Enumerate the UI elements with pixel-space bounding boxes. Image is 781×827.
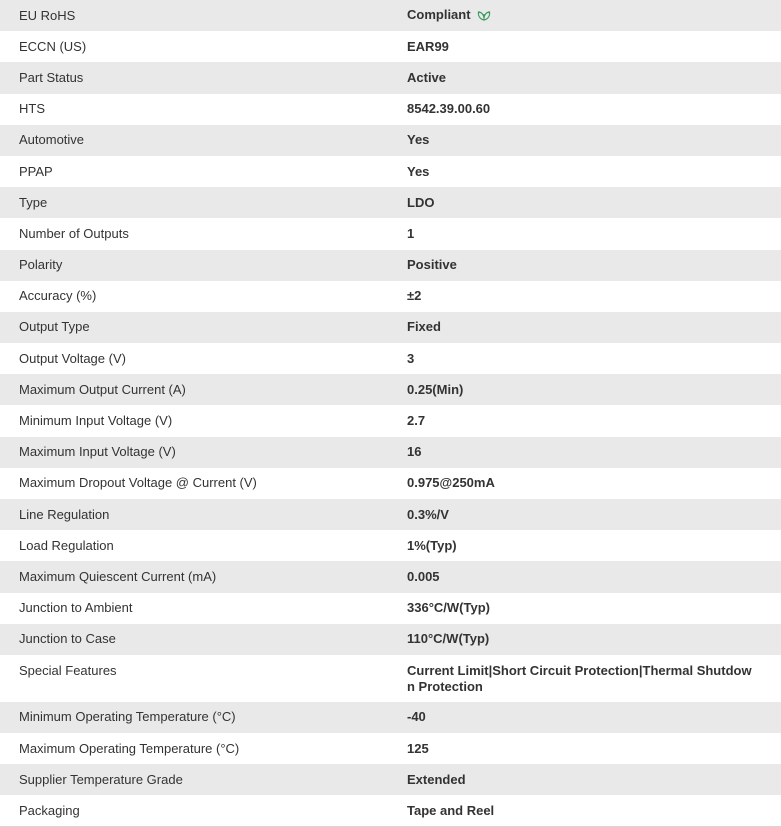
spec-label: Accuracy (%) xyxy=(19,288,97,304)
spec-value: 8542.39.00.60 xyxy=(407,101,491,117)
spec-value: Compliant xyxy=(407,6,471,22)
spec-value: 125 xyxy=(407,740,429,756)
spec-label: Output Voltage (V) xyxy=(19,350,126,366)
spec-row-junction-to-case xyxy=(0,624,781,655)
spec-value: 110°C/W(Typ) xyxy=(407,631,490,647)
spec-value: 1%(Typ) xyxy=(407,537,457,553)
spec-label: Polarity xyxy=(19,257,63,273)
spec-row-max-quiescent-current xyxy=(0,561,781,592)
spec-label: PPAP xyxy=(19,163,53,179)
spec-row-polarity xyxy=(0,250,781,281)
spec-value: -40 xyxy=(407,709,426,725)
spec-row-special-features xyxy=(0,655,781,702)
spec-row-eccn xyxy=(0,31,781,62)
spec-label: Maximum Dropout Voltage @ Current (V) xyxy=(19,475,257,491)
spec-label: Maximum Quiescent Current (mA) xyxy=(19,568,217,584)
spec-row-eu-rohs xyxy=(0,0,781,31)
spec-value: 0.25(Min) xyxy=(407,381,464,397)
spec-value: 336°C/W(Typ) xyxy=(407,600,490,616)
spec-value: 3 xyxy=(407,350,415,366)
spec-label: Minimum Operating Temperature (°C) xyxy=(19,709,236,725)
spec-label: EU RoHS xyxy=(19,7,76,23)
spec-value: 0.3%/V xyxy=(407,506,449,522)
spec-value: Positive xyxy=(407,257,457,273)
spec-label: Junction to Case xyxy=(19,631,116,647)
spec-label: Junction to Ambient xyxy=(19,600,133,616)
spec-label: Maximum Output Current (A) xyxy=(19,381,186,397)
spec-row-min-input-voltage xyxy=(0,405,781,436)
spec-row-part-status xyxy=(0,62,781,93)
spec-row-ppap xyxy=(0,156,781,187)
spec-value: Current Limit|Short Circuit Protection|Thermal Shutdown Protection xyxy=(407,662,752,694)
spec-label: Special Features xyxy=(19,662,117,678)
spec-label: Maximum Input Voltage (V) xyxy=(19,444,176,460)
spec-value: Extended xyxy=(407,771,466,787)
spec-label: Supplier Temperature Grade xyxy=(19,771,183,787)
leaf-icon xyxy=(477,9,491,25)
spec-row-line-regulation xyxy=(0,499,781,530)
spec-value: LDO xyxy=(407,194,435,210)
spec-row-accuracy xyxy=(0,281,781,312)
spec-row-load-regulation xyxy=(0,530,781,561)
spec-value-cell xyxy=(388,0,781,31)
spec-value: ±2 xyxy=(407,288,422,304)
spec-label: ECCN (US) xyxy=(19,38,87,54)
spec-label: Automotive xyxy=(19,132,85,148)
spec-row-max-input-voltage xyxy=(0,437,781,468)
spec-label: Number of Outputs xyxy=(19,225,129,241)
spec-value: 0.005 xyxy=(407,568,440,584)
spec-row-max-output-current xyxy=(0,374,781,405)
spec-value: EAR99 xyxy=(407,38,449,54)
spec-label: Load Regulation xyxy=(19,537,114,553)
spec-row-type xyxy=(0,187,781,218)
spec-value: 1 xyxy=(407,225,415,241)
spec-row-min-operating-temp xyxy=(0,702,781,733)
spec-row-output-voltage xyxy=(0,343,781,374)
spec-value: Yes xyxy=(407,163,430,179)
spec-value: Fixed xyxy=(407,319,441,335)
spec-value: 16 xyxy=(407,444,422,460)
spec-row-max-dropout-voltage xyxy=(0,468,781,499)
spec-label: Output Type xyxy=(19,319,90,335)
spec-label: Maximum Operating Temperature (°C) xyxy=(19,740,240,756)
spec-label: Type xyxy=(19,194,48,210)
spec-value: Yes xyxy=(407,132,430,148)
spec-label: Minimum Input Voltage (V) xyxy=(19,413,173,429)
spec-row-automotive xyxy=(0,125,781,156)
spec-label: HTS xyxy=(19,101,45,117)
spec-value: 2.7 xyxy=(407,413,426,429)
spec-row-junction-to-ambient xyxy=(0,593,781,624)
spec-row-max-operating-temp xyxy=(0,733,781,764)
spec-row-supplier-temp-grade xyxy=(0,764,781,795)
spec-value: Tape and Reel xyxy=(407,802,495,818)
spec-label: Part Status xyxy=(19,69,84,85)
spec-row-output-type xyxy=(0,312,781,343)
spec-value: 0.975@250mA xyxy=(407,475,495,491)
spec-label: Packaging xyxy=(19,802,80,818)
spec-value: Active xyxy=(407,69,447,85)
spec-row-hts xyxy=(0,94,781,125)
spec-row-packaging xyxy=(0,795,781,826)
spec-label: Line Regulation xyxy=(19,506,110,522)
spec-row-number-of-outputs xyxy=(0,218,781,249)
